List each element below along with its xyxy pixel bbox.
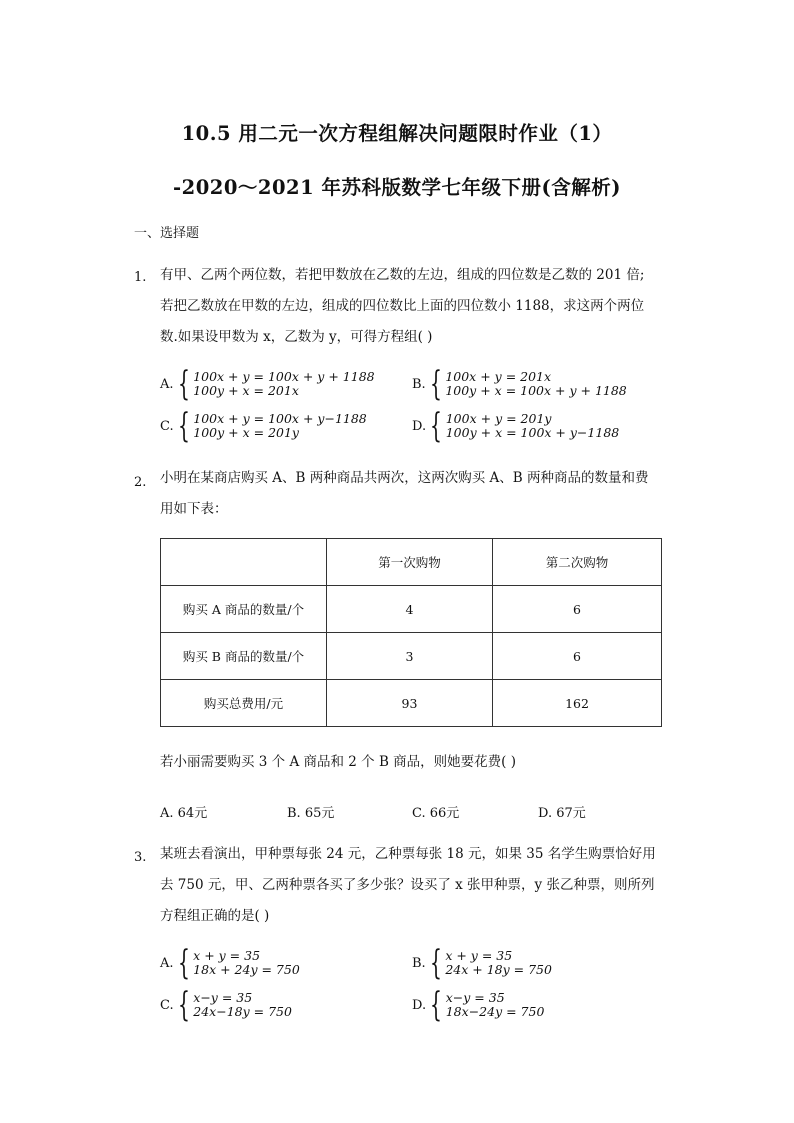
equation-system: [193, 370, 374, 398]
equation-system: [193, 991, 292, 1019]
equation: x + y = 35: [193, 948, 261, 963]
option-letter: C.: [160, 997, 174, 1013]
table-cell: 购买 A 商品的数量/个: [161, 586, 327, 633]
brace-icon: {: [177, 406, 190, 446]
equation-system: [445, 370, 626, 398]
equation-system: [446, 991, 545, 1019]
equation: 100y + x = 201y: [193, 425, 299, 440]
q3-text: [160, 839, 680, 932]
table-cell: 3: [327, 633, 493, 680]
table-cell: 4: [327, 586, 493, 633]
equation-system: [193, 412, 367, 440]
equation: 18x−24y = 750: [445, 1004, 545, 1019]
equation: 24x−18y = 750: [193, 1004, 292, 1019]
equation: 100y + x = 100x + y−1188: [445, 425, 620, 440]
q2-line: 用如下表：: [160, 501, 228, 517]
option-letter: B.: [412, 376, 426, 392]
equation: 24x + 18y = 750: [445, 962, 552, 977]
table-header-row: [161, 539, 662, 586]
q1-option-a: [160, 364, 375, 404]
table-row: [161, 633, 662, 680]
q1-number: 1.: [134, 270, 147, 285]
q3-option-c: [160, 985, 292, 1025]
q1-text: [160, 260, 680, 353]
q1-line: 若把乙数放在甲数的左边，组成的四位数比上面的四位数小 1188，求这两个两位: [160, 298, 645, 314]
q2-choice-b: B. 65元: [287, 806, 335, 821]
q2-line: 小明在某商店购买 A、B 两种商品共两次，这两次购买 A、B 两种商品的数量和费: [160, 470, 649, 486]
option-letter: D.: [412, 418, 427, 434]
q3-line: 某班去看演出，甲种票每张 24 元，乙种票每张 18 元，如果 35 名学生购票恰好用: [160, 846, 656, 862]
q3-line: 去 750 元，甲、乙两种票各买了多少张？设买了 x 张甲种票，y 张乙种票，则所列: [160, 877, 655, 893]
equation: x−y = 35: [193, 990, 253, 1005]
table-cell: 6: [493, 633, 662, 680]
table-cell: 162: [493, 680, 662, 727]
equation: 100x + y = 201y: [445, 411, 552, 426]
option-letter: A.: [160, 376, 174, 392]
q2-number: 2.: [134, 475, 147, 490]
equation-system: [193, 949, 300, 977]
equation: x−y = 35: [445, 990, 505, 1005]
q1-line: 有甲、乙两个两位数，若把甲数放在乙数的左边，组成的四位数是乙数的 201 倍;: [160, 267, 645, 283]
table-row: [161, 680, 662, 727]
title-line-1: 10.5 用二元一次方程组解决问题限时作业（1）: [181, 122, 613, 145]
table-cell: 购买总费用/元: [161, 680, 327, 727]
equation-system: [445, 949, 552, 977]
q2-followup: 若小丽需要购买 3 个 A 商品和 2 个 B 商品，则她要花费( ): [160, 754, 517, 770]
equation: 100x + y = 201x: [445, 369, 552, 384]
table-cell: 第一次购物: [327, 539, 493, 586]
table-row: [161, 586, 662, 633]
section-heading: 一、选择题: [134, 226, 200, 241]
option-letter: D.: [412, 997, 427, 1013]
equation: 100x + y = 100x + y−1188: [193, 411, 367, 426]
q3-option-b: [412, 943, 552, 983]
brace-icon: {: [429, 364, 442, 404]
q1-option-d: [412, 406, 620, 446]
option-letter: B.: [412, 955, 426, 971]
title-line-2: -2020～2021 年苏科版数学七年级下册(含解析): [173, 176, 621, 199]
q1-option-b: [412, 364, 627, 404]
q3-number: 3.: [134, 850, 147, 865]
equation: 100y + x = 100x + y + 1188: [445, 383, 627, 398]
equation: 18x + 24y = 750: [193, 962, 300, 977]
brace-icon: {: [430, 406, 442, 446]
table-cell: 6: [493, 586, 662, 633]
q3-option-d: [412, 985, 545, 1025]
q2-choice-d: D. 67元: [538, 806, 586, 821]
q1-line: 数.如果设甲数为 x，乙数为 y，可得方程组( ): [160, 329, 433, 345]
table-cell: 第二次购物: [493, 539, 662, 586]
q1-option-c: [160, 406, 367, 446]
table-cell: [161, 539, 327, 586]
table-cell: 93: [327, 680, 493, 727]
q2-choice-c: C. 66元: [412, 806, 460, 821]
equation: x + y = 35: [445, 948, 513, 963]
equation-system: [446, 412, 620, 440]
q3-option-a: [160, 943, 300, 983]
brace-icon: {: [177, 985, 190, 1025]
brace-icon: {: [429, 943, 442, 983]
q2-text: [160, 463, 680, 525]
option-letter: A.: [160, 955, 174, 971]
equation: 100y + x = 201x: [193, 383, 299, 398]
q3-line: 方程组正确的是( ): [160, 908, 270, 924]
brace-icon: {: [177, 364, 190, 404]
equation: 100x + y = 100x + y + 1188: [193, 369, 375, 384]
table-cell: 购买 B 商品的数量/个: [161, 633, 327, 680]
brace-icon: {: [177, 943, 190, 983]
q2-choice-a: A. 64元: [160, 806, 208, 821]
purchase-table: [160, 538, 662, 727]
option-letter: C.: [160, 418, 174, 434]
brace-icon: {: [430, 985, 442, 1025]
